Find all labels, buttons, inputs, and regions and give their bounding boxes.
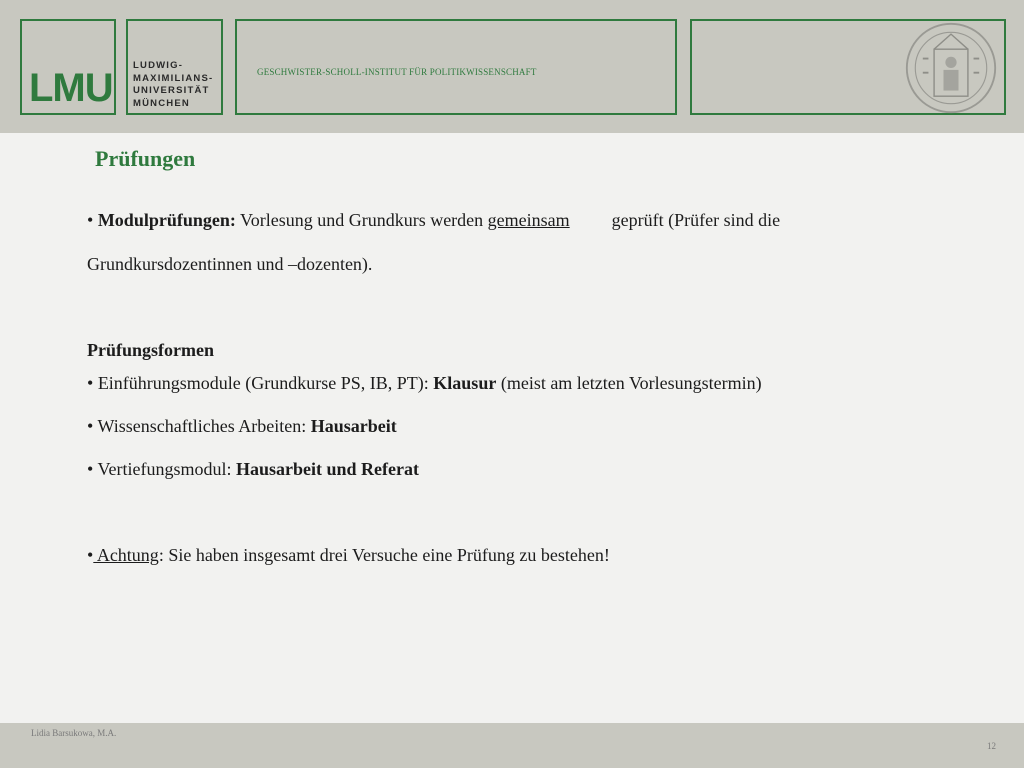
slide-title: Prüfungen xyxy=(95,146,196,171)
university-name-box xyxy=(126,19,223,115)
institute-box xyxy=(235,19,677,115)
university-name-line: MAXIMILIANS- xyxy=(133,72,214,84)
list-item-text: Einführungsmodule (Grundkurse PS, IB, PT): xyxy=(93,373,434,393)
bullet: • xyxy=(87,545,94,565)
bullet: • xyxy=(87,459,94,479)
paragraph-text: geprüft (Prüfer sind die xyxy=(611,210,781,230)
paragraph-text: Vorlesung und Grundkurs werden xyxy=(235,210,488,230)
paragraph-continuation: Grundkursdozentinnen und –dozenten). xyxy=(87,254,373,274)
attention-note xyxy=(87,545,610,566)
exam-forms-heading: Prüfungsformen xyxy=(87,340,214,360)
university-name-line: UNIVERSITÄT xyxy=(133,85,210,96)
page-number: 12 xyxy=(987,741,996,751)
university-name-line: LUDWIG- xyxy=(133,60,184,71)
slide-footer xyxy=(0,723,1024,768)
list-item xyxy=(87,373,762,394)
seal-box xyxy=(690,19,1006,115)
lmu-logo-box xyxy=(20,19,116,115)
module-exams-label: Modulprüfungen: xyxy=(97,210,236,230)
underlined-word: gemeinsam xyxy=(487,210,570,230)
attention-label: Achtung xyxy=(93,545,159,565)
list-item-bold: Hausarbeit xyxy=(310,416,397,436)
slide-header xyxy=(0,0,1024,133)
lmu-logo: LMU xyxy=(29,66,113,110)
list-item-bold: Hausarbeit und Referat xyxy=(235,459,419,479)
exam-paragraph xyxy=(87,210,780,231)
list-item-rest: (meist am letzten Vorlesungstermin) xyxy=(496,373,762,393)
list-item xyxy=(87,416,397,437)
list-item-text: Wissenschaftliches Arbeiten: xyxy=(93,416,311,436)
university-name-line: MÜNCHEN xyxy=(133,97,190,109)
university-name xyxy=(133,60,213,110)
footer-author: Lidia Barsukowa, M.A. xyxy=(31,728,117,738)
bullet: • xyxy=(87,416,94,436)
list-item xyxy=(87,459,419,480)
list-item-bold: Klausur xyxy=(433,373,497,393)
bullet: • xyxy=(87,210,94,230)
institute-name: GESCHWISTER-SCHOLL-INSTITUT FÜR POLITIKWISSENSCHAFT xyxy=(257,67,537,77)
bullet: • xyxy=(87,373,94,393)
university-seal-icon xyxy=(904,21,998,115)
attention-text: : Sie haben insgesamt drei Versuche eine Prüfung zu bestehen! xyxy=(158,545,610,565)
list-item-text: Vertiefungsmodul: xyxy=(93,459,236,479)
